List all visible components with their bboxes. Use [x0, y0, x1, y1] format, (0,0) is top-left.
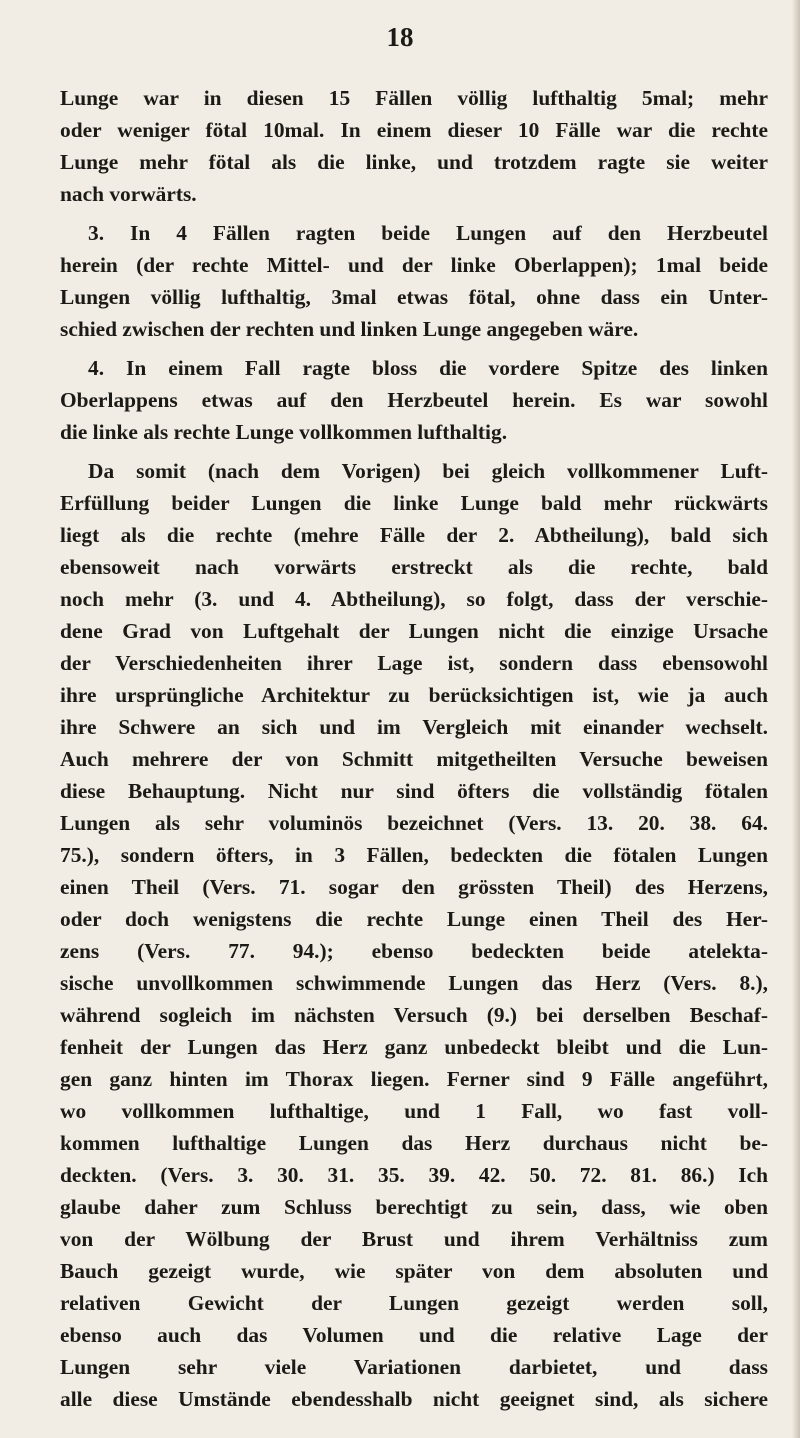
text-line: glaube daher zum Schluss berechtigt zu sein, dass, wie oben — [60, 1195, 768, 1219]
text-line: ihre ursprüngliche Architektur zu berücksichtigen ist, wie ja auch — [60, 683, 768, 707]
text-line: Oberlappens etwas auf den Herzbeutel herein. Es war sowohl — [60, 388, 768, 412]
text-line: einen Theil (Vers. 71. sogar den grössten Theil) des Herzens, — [60, 875, 768, 899]
text-line: Da somit (nach dem Vorigen) bei gleich vollkommener Luft- — [88, 459, 768, 483]
text-line: Lungen völlig lufthaltig, 3mal etwas fötal, ohne dass ein Unter- — [60, 285, 768, 309]
text-line: Bauch gezeigt wurde, wie später von dem absoluten und — [60, 1259, 768, 1283]
page-number: 18 — [386, 22, 414, 52]
text-line: wo vollkommen lufthaltige, und 1 Fall, wo fast voll- — [60, 1099, 768, 1123]
text-line: Lunge mehr fötal als die linke, und trotzdem ragte sie weiter — [60, 150, 768, 174]
text-line: noch mehr (3. und 4. Abtheilung), so folgt, dass der verschie- — [60, 587, 768, 611]
text-line: ihre Schwere an sich und im Vergleich mit einander wechselt. — [60, 715, 768, 739]
text-line: deckten. (Vers. 3. 30. 31. 35. 39. 42. 50. 72. 81. 86.) Ich — [60, 1163, 768, 1187]
text-line: Erfüllung beider Lungen die linke Lunge bald mehr rückwärts — [60, 491, 768, 515]
text-line: von der Wölbung der Brust und ihrem Verhältniss zum — [60, 1227, 768, 1251]
text-line: liegt als die rechte (mehre Fälle der 2. Abtheilung), bald sich — [60, 523, 768, 547]
text-line: gen ganz hinten im Thorax liegen. Ferner sind 9 Fälle angeführt, — [60, 1067, 768, 1091]
text-line: der Verschiedenheiten ihrer Lage ist, sondern dass ebensowohl — [60, 651, 768, 675]
text-line: Lungen sehr viele Variationen darbietet, und dass — [60, 1355, 768, 1379]
page-edge-shadow — [792, 0, 800, 1438]
text-line: relativen Gewicht der Lungen gezeigt werden soll, — [60, 1291, 768, 1315]
text-line: herein (der rechte Mittel- und der linke Oberlappen); 1mal beide — [60, 253, 768, 277]
text-line: 3. In 4 Fällen ragten beide Lungen auf den Herzbeutel — [88, 221, 768, 245]
text-line: nach vorwärts. — [60, 182, 197, 206]
text-line: 4. In einem Fall ragte bloss die vordere Spitze des linken — [88, 356, 768, 380]
text-line: oder doch wenigstens die rechte Lunge einen Theil des Her- — [60, 907, 768, 931]
text-line: alle diese Umstände ebendesshalb nicht geeignet sind, als sichere — [60, 1387, 768, 1411]
text-line: 75.), sondern öfters, in 3 Fällen, bedeckten die fötalen Lungen — [60, 843, 768, 867]
text-line: Auch mehrere der von Schmitt mitgetheilten Versuche beweisen — [60, 747, 768, 771]
text-line: ebenso auch das Volumen und die relative Lage der — [60, 1323, 768, 1347]
text-line: zens (Vers. 77. 94.); ebenso bedeckten beide atelekta- — [60, 939, 768, 963]
text-line: dene Grad von Luftgehalt der Lungen nicht die einzige Ursache — [60, 619, 768, 643]
text-line: die linke als rechte Lunge vollkommen lufthaltig. — [60, 420, 508, 444]
body-text — [60, 82, 768, 1415]
text-line: kommen lufthaltige Lungen das Herz durchaus nicht be- — [60, 1131, 768, 1155]
text-line: oder weniger fötal 10mal. In einem dieser 10 Fälle war die rechte — [60, 118, 768, 142]
text-line: diese Behauptung. Nicht nur sind öfters die vollständig fötalen — [60, 779, 768, 803]
text-line: Lungen als sehr voluminös bezeichnet (Vers. 13. 20. 38. 64. — [60, 811, 768, 835]
text-line: ebensoweit nach vorwärts erstreckt als die rechte, bald — [60, 555, 768, 579]
text-line: fenheit der Lungen das Herz ganz unbedeckt bleibt und die Lun- — [60, 1035, 768, 1059]
text-line: während sogleich im nächsten Versuch (9.) bei derselben Beschaf- — [60, 1003, 768, 1027]
text-line: schied zwischen der rechten und linken Lunge angegeben wäre. — [60, 317, 639, 341]
text-line: sische unvollkommen schwimmende Lungen das Herz (Vers. 8.), — [60, 971, 768, 995]
text-line: Lunge war in diesen 15 Fällen völlig lufthaltig 5mal; mehr — [60, 86, 768, 110]
